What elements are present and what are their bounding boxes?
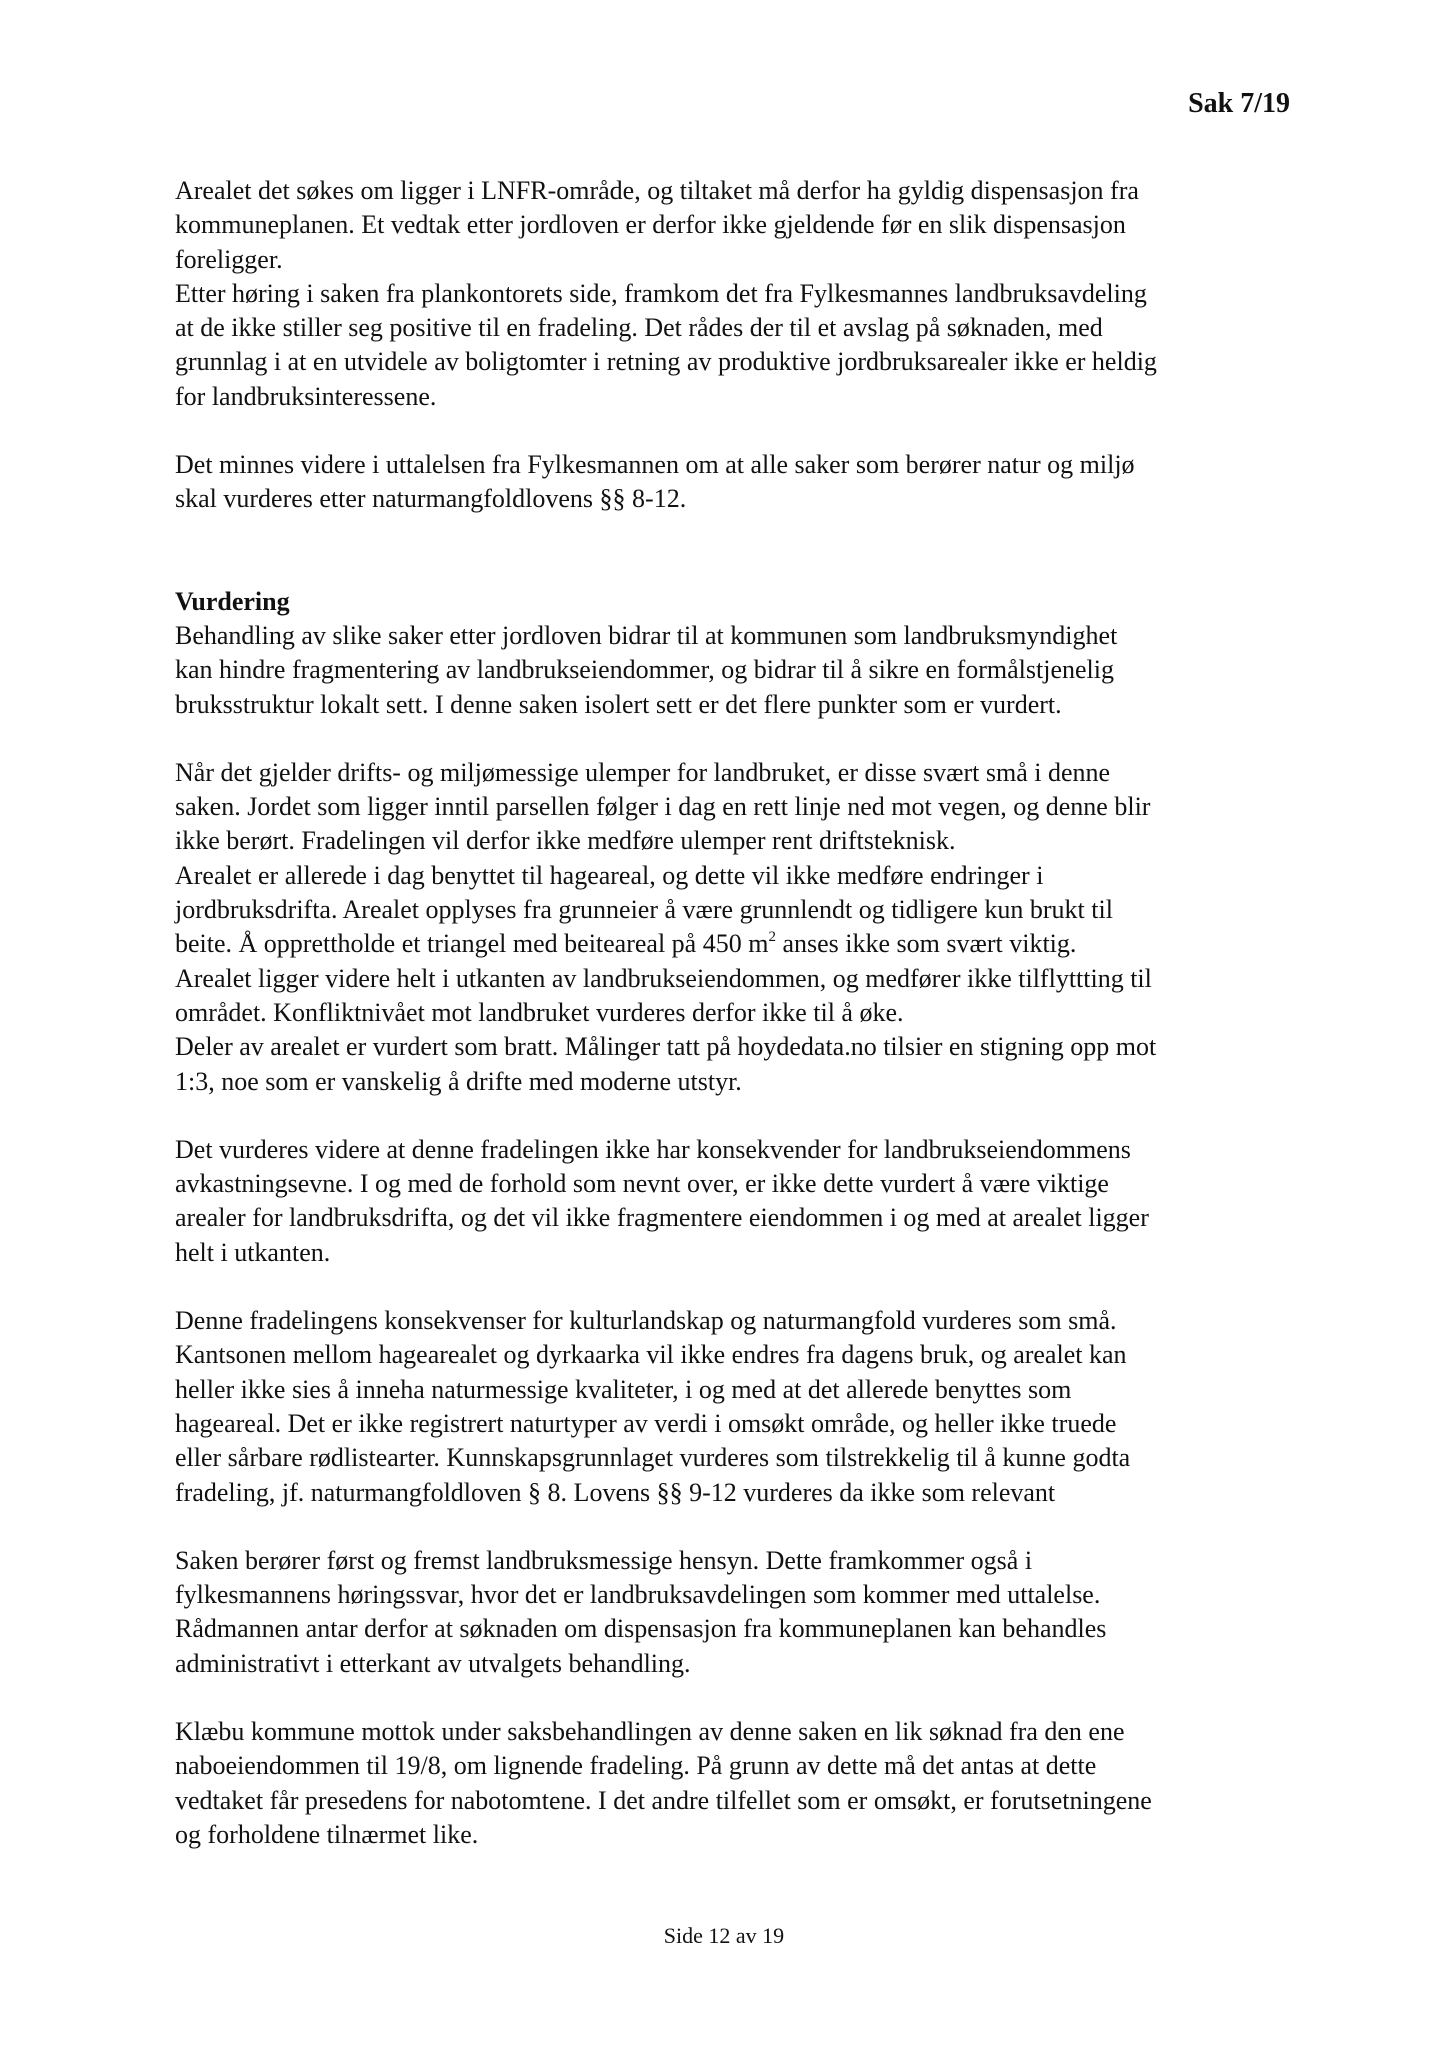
paragraph-5	[175, 1133, 1305, 1270]
document-body	[175, 174, 1305, 1852]
text-line: skal vurderes etter naturmangfoldlovens §§ 8-12.	[175, 484, 687, 514]
case-reference: Sak 7/19	[1188, 88, 1290, 119]
text-line: Når det gjelder drifts- og miljømessige ulemper for landbruket, er disse svært små i denne	[175, 757, 1111, 787]
text-line: grunnlag i at en utvidele av boligtomter i retning av produktive jordbruksarealer ikke er heldig	[175, 347, 1157, 377]
paragraph-4	[175, 756, 1305, 1099]
text-line: avkastningsevne. I og med de forhold som nevnt over, er ikke dette vurdert å være viktige	[175, 1169, 1109, 1199]
text-line: Denne fradelingens konsekvenser for kulturlandskap og naturmangfold vurderes som små.	[175, 1306, 1117, 1336]
text-line: Det minnes videre i uttalelsen fra Fylkesmannen om at alle saker som berører natur og miljø	[175, 450, 1135, 480]
text-line: og forholdene tilnærmet like.	[175, 1819, 479, 1849]
text-line: naboeiendommen til 19/8, om lignende fradeling. På grunn av dette må det antas at dette	[175, 1751, 1097, 1781]
text-line: jordbruksdrifta. Arealet opplyses fra grunneier å være grunnlendt og tidligere kun brukt til	[175, 895, 1113, 925]
text-line: arealer for landbruksdrifta, og det vil ikke fragmentere eiendommen i og med at arealet ligger	[175, 1203, 1149, 1233]
text-line: foreligger.	[175, 244, 283, 274]
text-line: Saken berører først og fremst landbruksmessige hensyn. Dette framkommer også i	[175, 1545, 1033, 1575]
superscript: 2	[768, 929, 776, 946]
text-line: for landbruksinteressene.	[175, 381, 437, 411]
text-line: at de ikke stiller seg positive til en fradeling. Det rådes der til et avslag på søknaden, med	[175, 313, 1103, 343]
text-fragment: anses ikke som svært viktig.	[775, 929, 1077, 959]
page-number: Side 12 av 19	[663, 1923, 785, 1948]
text-line: administrativt i etterkant av utvalgets behandling.	[175, 1648, 691, 1678]
text-line: Arealet ligger videre helt i utkanten av landbrukseiendommen, og medfører ikke tilflyttting til	[175, 963, 1152, 993]
paragraph-8	[175, 1715, 1305, 1852]
text-line: hageareal. Det er ikke registrert naturtyper av verdi i omsøkt område, og heller ikke truede	[175, 1408, 1117, 1438]
paragraph-2	[175, 448, 1305, 517]
text-line: Det vurderes videre at denne fradelingen ikke har konsekvender for landbrukseiendommens	[175, 1134, 1131, 1164]
text-line: fradeling, jf. naturmangfoldloven § 8. Lovens §§ 9-12 vurderes da ikke som relevant	[175, 1477, 1056, 1507]
paragraph-7	[175, 1544, 1305, 1681]
text-line: 1:3, noe som er vanskelig å drifte med moderne utstyr.	[175, 1066, 742, 1096]
text-line: Etter høring i saken fra plankontorets side, framkom det fra Fylkesmannes landbruksavdeling	[175, 278, 1147, 308]
text-line: området. Konfliktnivået mot landbruket vurderes derfor ikke til å øke.	[175, 997, 904, 1027]
text-line: Rådmannen antar derfor at søknaden om dispensasjon fra kommuneplanen kan behandles	[175, 1614, 1107, 1644]
text-line: ikke berørt. Fradelingen vil derfor ikke medføre ulemper rent driftsteknisk.	[175, 826, 956, 856]
text-line: saken. Jordet som ligger inntil parsellen følger i dag en rett linje ned mot vegen, og denne blir	[175, 792, 1151, 822]
text-line: Klæbu kommune mottok under saksbehandlingen av denne saken en lik søknad fra den ene	[175, 1716, 1125, 1746]
text-line: eller sårbare rødlistearter. Kunnskapsgrunnlaget vurderes som tilstrekkelig til å kunne godta	[175, 1443, 1131, 1473]
text-line: Kantsonen mellom hagearealet og dyrkaarka vil ikke endres fra dagens bruk, og arealet kan	[175, 1340, 1127, 1370]
paragraph-1	[175, 174, 1305, 414]
text-line: Behandling av slike saker etter jordloven bidrar til at kommunen som landbruksmyndighet	[175, 620, 1118, 650]
text-line: vedtaket får presedens for nabotomtene. I det andre tilfellet som er omsøkt, er forutsetningene	[175, 1785, 1152, 1815]
text-line: kommuneplanen. Et vedtak etter jordloven er derfor ikke gjeldende før en slik dispensasjon	[175, 210, 1126, 240]
text-fragment: beite. Å opprettholde et triangel med beiteareal på 450 m	[175, 929, 769, 959]
text-line-with-superscript	[175, 929, 1076, 958]
text-line: fylkesmannens høringssvar, hvor det er landbruksavdelingen som kommer med uttalelse.	[175, 1580, 1101, 1610]
paragraph-6	[175, 1304, 1305, 1510]
text-line: bruksstruktur lokalt sett. I denne saken isolert sett er det flere punkter som er vurdert.	[175, 689, 1062, 719]
text-line: heller ikke sies å inneha naturmessige kvaliteter, i og med at det allerede benyttes som	[175, 1374, 1072, 1404]
text-line: Arealet er allerede i dag benyttet til hageareal, og dette vil ikke medføre endringer i	[175, 860, 1044, 890]
paragraph-3	[175, 619, 1305, 722]
section-heading: Vurdering	[175, 586, 290, 616]
text-line: kan hindre fragmentering av landbrukseiendommer, og bidrar til å sikre en formålstjenelig	[175, 655, 1114, 685]
text-line: Arealet det søkes om ligger i LNFR-område, og tiltaket må derfor ha gyldig dispensasjon fra	[175, 176, 1139, 205]
text-line: Deler av arealet er vurdert som bratt. Målinger tatt på hoydedata.no tilsier en stigning opp mot	[175, 1032, 1157, 1062]
text-line: helt i utkanten.	[175, 1237, 331, 1267]
